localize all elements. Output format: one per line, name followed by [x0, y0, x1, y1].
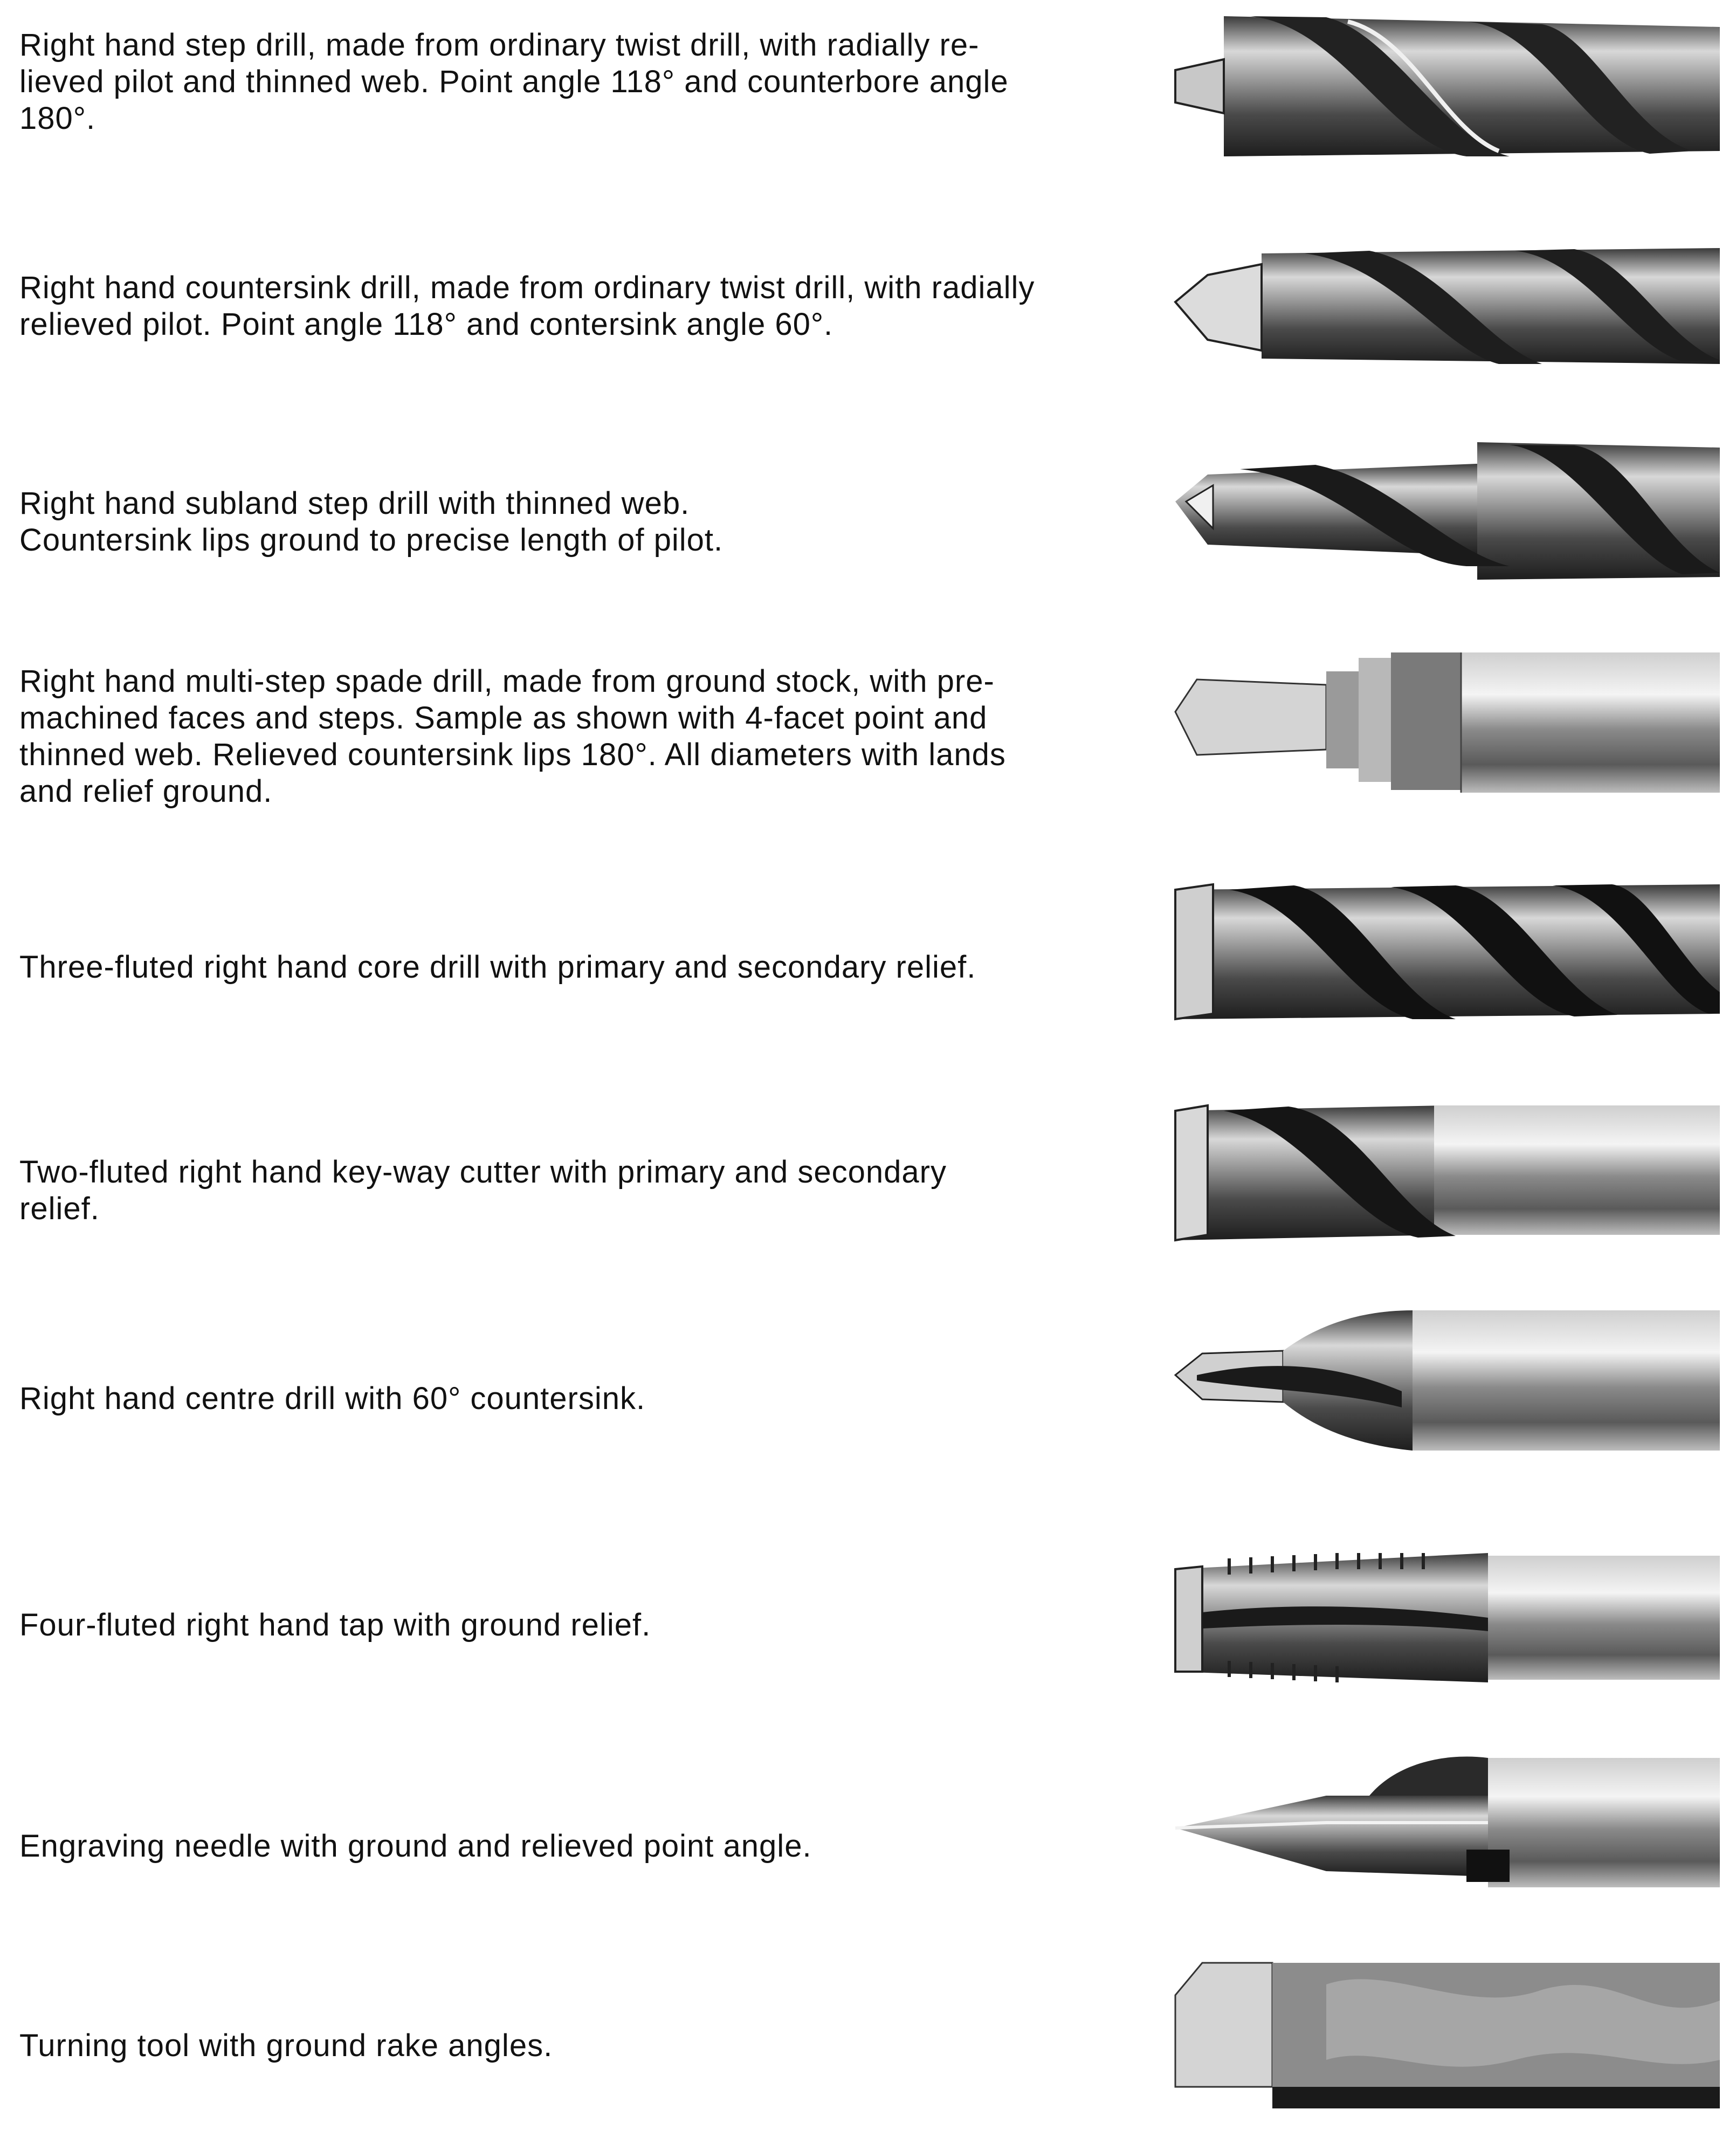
turning-tool-icon [1165, 1952, 1720, 2114]
tap-icon [1165, 1537, 1720, 1699]
engraving-needle-icon [1165, 1742, 1720, 1904]
caption-keyway-cutter: Two-fluted right hand key-way cutter with primary and secondary relief. [19, 1155, 947, 1226]
countersink-drill-icon [1165, 237, 1720, 372]
caption-step-drill: Right hand step drill, made from ordinary twist drill, with radially re- lieved pilot and thinned web. Point angle 118° and counterbore angle 180°. [19, 28, 1009, 136]
caption-spade-drill: Right hand multi-step spade drill, made from ground stock, with pre- machined faces and steps. Sample as shown with 4-facet point and thinned web. Relieved countersink lips 180°. All diameters with lands and relief ground. [19, 664, 1006, 809]
caption-core-drill: Three-fluted right hand core drill with primary and secondary relief. [19, 950, 976, 985]
caption-turning-tool: Turning tool with ground rake angles. [19, 2028, 553, 2063]
caption-subland-step-drill: Right hand subland step drill with thinned web. Countersink lips ground to precise length of pilot. [19, 486, 724, 558]
core-drill-icon [1165, 868, 1720, 1030]
caption-tap: Four-fluted right hand tap with ground relief. [19, 1607, 651, 1643]
centre-drill-icon [1165, 1300, 1720, 1461]
caption-centre-drill: Right hand centre drill with 60° countersink. [19, 1381, 646, 1416]
caption-engraving-needle: Engraving needle with ground and relieved point angle. [19, 1829, 812, 1864]
subland-step-drill-icon [1165, 431, 1720, 588]
step-drill-icon [1165, 5, 1720, 162]
caption-countersink-drill: Right hand countersink drill, made from ordinary twist drill, with radially relieved pilot. Point angle 118° and contersink angle 60°. [19, 270, 1035, 342]
keyway-cutter-icon [1165, 1089, 1720, 1251]
spade-drill-icon [1165, 642, 1720, 803]
